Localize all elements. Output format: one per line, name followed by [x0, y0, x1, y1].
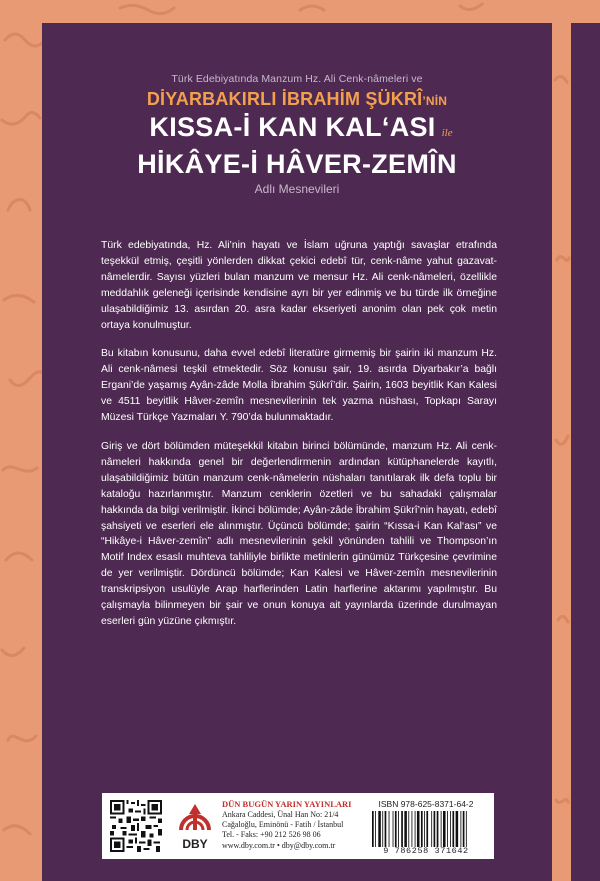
dby-logo-icon — [173, 798, 217, 856]
svg-text:DBY: DBY — [182, 837, 208, 851]
publisher-address-1: Ankara Caddesi, Ünal Han No: 21/4 — [222, 810, 339, 819]
publisher-address-2: Cağaloğlu, Eminönü - Fatih / İstanbul — [222, 820, 344, 830]
back-cover-panel — [42, 23, 552, 881]
isbn-barcode — [368, 799, 484, 856]
publisher-phone: Tel. - Faks: +90 212 526 98 06 — [222, 830, 321, 840]
isbn-number: ISBN 978-625-8371-64-2 — [378, 799, 474, 809]
cover-header — [42, 73, 552, 196]
barcode-digits: 9 786258 371642 — [383, 846, 469, 856]
blurb-paragraph-3: Giriş ve dört bölümden müteşekkil kitabın birinci bölümünde, manzum Hz. Ali cenk-nâmeleri hakkında genel bir değerlendirmenin ardından kütüphanelerde kayıtlı, ulaşabildiğimiz bütün manzum cenk-nâmelerin nüshaları tanıtılarak ilk defa toplu bir kataloğu hazırlanmıştır. Manzum cenklerin özetleri ve bu sahadaki çalışmalar hakkında da bilgi verilmiştir. İkinci bölümde; Ayân-zâde İbrahim Şükrî’nin hayatı, edebî şahsiyeti ve eserleri ele alınmıştır. Üçüncü bölümde; şairin “Kıssa-i Kan Kal‘ası” ve “Hikâye-i Hâver-zemîn” adlı mesnevilerinin şekil yönünden tahlili ve Thompson’ın Motif Index esaslı muhteva tahliliyle birlikte metinlerin günümüz Türkçesine çevrimine de yer verilmiştir. Dördüncü bölümde; Kan Kalesi ve Hâver-zemîn mesnevilerinin transkripsiyon usulüyle Arap harflerinden Latin harflerine aktarımı yapılmıştır. Bu çalışmayla bilinmeyen bir şair ve onun konuya ait yayınlarda üzerinde durulmayan eserleri gün yüzüne çıkmıştır. — [101, 440, 497, 627]
author-name-text: DİYARBAKIRLI İBRAHİM ŞÜKRÎ — [146, 89, 423, 109]
blurb-paragraph-1: Türk edebiyatında, Hz. Ali’nin hayatı ve İslam uğruna yaptığı savaşlar etrafında teşekkül etmiş, çeşitli yönlerden dikkat çekici edebî tür, cenk-nâme yahut gazavat-nâmelerdir. Sayısı yüzleri bulan manzum ve mensur Hz. Ali cenk-nâmeleri, özellikle meddahlık geleneği içerisinde kendisine ayrı bir yer edinmiş ve bu türde ilk örneğine ulaşabildiğimiz 13. asırdan 20. asra kadar ekseriyeti anonim olan pek çok metin ortaya konulmuştur. — [101, 240, 497, 331]
author-name — [42, 89, 552, 110]
spine-edge-panel — [571, 23, 600, 881]
title-line-2: HİKÂYE-İ HÂVER-ZEMÎN — [137, 149, 457, 179]
barcode-icon — [368, 811, 484, 847]
title-line-1-text: KISSA-İ KAN KAL‘ASI — [149, 112, 436, 142]
publisher-web: www.dby.com.tr • dby@dby.com.tr — [222, 840, 336, 850]
publisher-footer — [102, 793, 494, 859]
title-conjunction: ile — [441, 127, 453, 139]
publisher-name: DÜN BUGÜN YARIN YAYINLARI — [222, 799, 352, 809]
title-subtitle: Adlı Mesnevileri — [254, 182, 340, 196]
author-suffix: ’NİN — [422, 94, 448, 108]
blurb-paragraph-2: Bu kitabın konusunu, daha evvel edebî literatüre girmemiş bir şairin iki manzum Hz. Ali cenk-nâmesi teşkil etmektedir. Söz konusu şair, 19. asırda Diyarbakır’a bağlı Ergani’de yaşamış Ayân-zâde Molla İbrahim Şükrî’dir. Şairin, 1603 beyitlik Kan Kalesi ve 4511 beyitlik Hâver-zemîn mesnevilerinin tek yazma nüshası, Topkapı Sarayı Müzesi Türkçe Yazmaları Y. 790’da bulunmaktadır. — [101, 348, 497, 424]
series-subtitle: Türk Edebiyatında Manzum Hz. Ali Cenk-nâmeleri ve — [171, 73, 423, 85]
blurb-text — [101, 238, 497, 643]
title-line-1 — [50, 112, 552, 149]
qr-code-icon — [110, 800, 162, 852]
publisher-info — [222, 799, 352, 851]
